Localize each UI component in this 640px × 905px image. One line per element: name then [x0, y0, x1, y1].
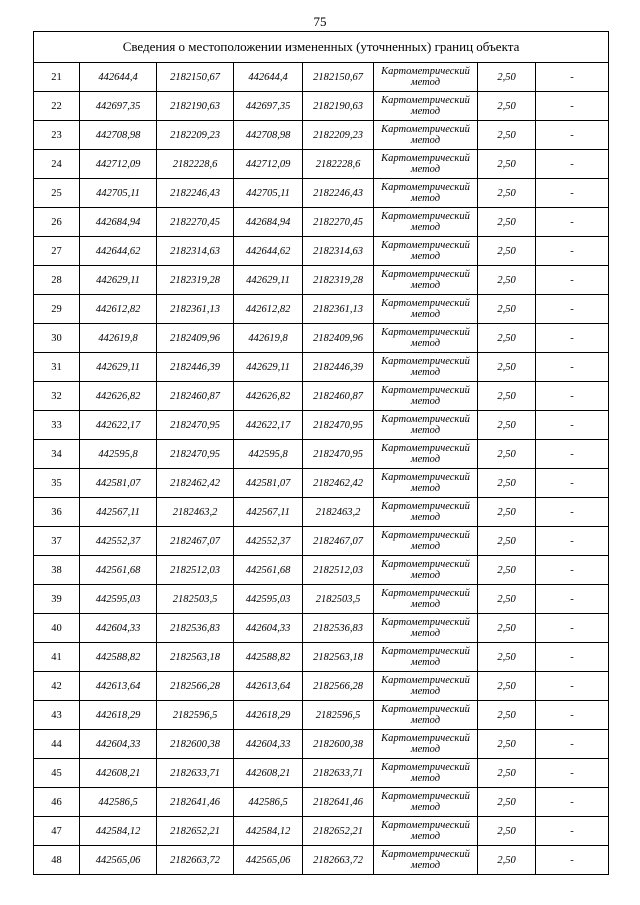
note-cell: -	[536, 730, 609, 759]
existing-x-cell: 442626,82	[80, 382, 157, 411]
table-row	[34, 179, 609, 208]
refined-y-cell: 2182536,83	[303, 614, 374, 643]
existing-y-cell: 2182566,28	[157, 672, 234, 701]
precision-cell: 2,50	[478, 208, 536, 237]
table-row	[34, 527, 609, 556]
refined-x-cell: 442588,82	[234, 643, 303, 672]
table-row	[34, 643, 609, 672]
existing-x-cell: 442612,82	[80, 295, 157, 324]
table-row	[34, 266, 609, 295]
table-row	[34, 614, 609, 643]
note-cell: -	[536, 237, 609, 266]
note-cell: -	[536, 498, 609, 527]
note-cell: -	[536, 788, 609, 817]
existing-x-cell: 442595,03	[80, 585, 157, 614]
point-number-cell: 46	[34, 788, 80, 817]
existing-y-cell: 2182463,2	[157, 498, 234, 527]
precision-cell: 2,50	[478, 411, 536, 440]
table-row	[34, 556, 609, 585]
refined-y-cell: 2182600,38	[303, 730, 374, 759]
existing-x-cell: 442595,8	[80, 440, 157, 469]
refined-x-cell: 442619,8	[234, 324, 303, 353]
note-cell: -	[536, 150, 609, 179]
precision-cell: 2,50	[478, 788, 536, 817]
existing-x-cell: 442552,37	[80, 527, 157, 556]
method-cell: Картометрический метод	[374, 353, 478, 382]
table-row	[34, 730, 609, 759]
precision-cell: 2,50	[478, 266, 536, 295]
existing-x-cell: 442567,11	[80, 498, 157, 527]
note-cell: -	[536, 469, 609, 498]
existing-y-cell: 2182319,28	[157, 266, 234, 295]
existing-x-cell: 442697,35	[80, 92, 157, 121]
refined-x-cell: 442708,98	[234, 121, 303, 150]
precision-cell: 2,50	[478, 295, 536, 324]
refined-y-cell: 2182462,42	[303, 469, 374, 498]
refined-y-cell: 2182228,6	[303, 150, 374, 179]
precision-cell: 2,50	[478, 324, 536, 353]
table-row	[34, 788, 609, 817]
note-cell: -	[536, 527, 609, 556]
method-cell: Картометрический метод	[374, 382, 478, 411]
refined-x-cell: 442697,35	[234, 92, 303, 121]
existing-x-cell: 442588,82	[80, 643, 157, 672]
refined-y-cell: 2182641,46	[303, 788, 374, 817]
precision-cell: 2,50	[478, 498, 536, 527]
method-cell: Картометрический метод	[374, 121, 478, 150]
note-cell: -	[536, 643, 609, 672]
method-cell: Картометрический метод	[374, 701, 478, 730]
refined-x-cell: 442684,94	[234, 208, 303, 237]
refined-x-cell: 442552,37	[234, 527, 303, 556]
precision-cell: 2,50	[478, 237, 536, 266]
refined-y-cell: 2182652,21	[303, 817, 374, 846]
refined-y-cell: 2182361,13	[303, 295, 374, 324]
existing-x-cell: 442622,17	[80, 411, 157, 440]
table-row	[34, 411, 609, 440]
refined-x-cell: 442561,68	[234, 556, 303, 585]
existing-x-cell: 442584,12	[80, 817, 157, 846]
existing-y-cell: 2182462,42	[157, 469, 234, 498]
table-row	[34, 817, 609, 846]
note-cell: -	[536, 817, 609, 846]
table-row	[34, 63, 609, 92]
point-number-cell: 32	[34, 382, 80, 411]
refined-x-cell: 442604,33	[234, 614, 303, 643]
method-cell: Картометрический метод	[374, 585, 478, 614]
table-row	[34, 469, 609, 498]
method-cell: Картометрический метод	[374, 672, 478, 701]
refined-y-cell: 2182470,95	[303, 411, 374, 440]
point-number-cell: 28	[34, 266, 80, 295]
precision-cell: 2,50	[478, 382, 536, 411]
refined-x-cell: 442586,5	[234, 788, 303, 817]
precision-cell: 2,50	[478, 846, 536, 875]
refined-x-cell: 442626,82	[234, 382, 303, 411]
precision-cell: 2,50	[478, 556, 536, 585]
refined-x-cell: 442595,03	[234, 585, 303, 614]
existing-x-cell: 442629,11	[80, 266, 157, 295]
existing-x-cell: 442604,33	[80, 614, 157, 643]
refined-x-cell: 442595,8	[234, 440, 303, 469]
precision-cell: 2,50	[478, 353, 536, 382]
existing-x-cell: 442712,09	[80, 150, 157, 179]
existing-x-cell: 442565,06	[80, 846, 157, 875]
refined-y-cell: 2182633,71	[303, 759, 374, 788]
refined-y-cell: 2182566,28	[303, 672, 374, 701]
point-number-cell: 45	[34, 759, 80, 788]
method-cell: Картометрический метод	[374, 614, 478, 643]
existing-y-cell: 2182150,67	[157, 63, 234, 92]
point-number-cell: 42	[34, 672, 80, 701]
existing-y-cell: 2182361,13	[157, 295, 234, 324]
refined-y-cell: 2182314,63	[303, 237, 374, 266]
method-cell: Картометрический метод	[374, 295, 478, 324]
refined-y-cell: 2182463,2	[303, 498, 374, 527]
refined-x-cell: 442705,11	[234, 179, 303, 208]
refined-x-cell: 442608,21	[234, 759, 303, 788]
existing-y-cell: 2182460,87	[157, 382, 234, 411]
point-number-cell: 43	[34, 701, 80, 730]
point-number-cell: 44	[34, 730, 80, 759]
refined-y-cell: 2182209,23	[303, 121, 374, 150]
note-cell: -	[536, 382, 609, 411]
method-cell: Картометрический метод	[374, 411, 478, 440]
existing-x-cell: 442613,64	[80, 672, 157, 701]
existing-x-cell: 442619,8	[80, 324, 157, 353]
method-cell: Картометрический метод	[374, 759, 478, 788]
existing-x-cell: 442708,98	[80, 121, 157, 150]
refined-y-cell: 2182512,03	[303, 556, 374, 585]
table-row	[34, 498, 609, 527]
point-number-cell: 36	[34, 498, 80, 527]
point-number-cell: 25	[34, 179, 80, 208]
method-cell: Картометрический метод	[374, 266, 478, 295]
table-row	[34, 382, 609, 411]
refined-y-cell: 2182150,67	[303, 63, 374, 92]
note-cell: -	[536, 179, 609, 208]
point-number-cell: 29	[34, 295, 80, 324]
table-row	[34, 353, 609, 382]
note-cell: -	[536, 846, 609, 875]
existing-y-cell: 2182596,5	[157, 701, 234, 730]
point-number-cell: 34	[34, 440, 80, 469]
note-cell: -	[536, 295, 609, 324]
point-number-cell: 37	[34, 527, 80, 556]
refined-x-cell: 442604,33	[234, 730, 303, 759]
precision-cell: 2,50	[478, 585, 536, 614]
refined-y-cell: 2182246,43	[303, 179, 374, 208]
refined-x-cell: 442618,29	[234, 701, 303, 730]
note-cell: -	[536, 411, 609, 440]
method-cell: Картометрический метод	[374, 643, 478, 672]
refined-x-cell: 442612,82	[234, 295, 303, 324]
precision-cell: 2,50	[478, 150, 536, 179]
precision-cell: 2,50	[478, 440, 536, 469]
existing-x-cell: 442608,21	[80, 759, 157, 788]
existing-x-cell: 442644,62	[80, 237, 157, 266]
method-cell: Картометрический метод	[374, 730, 478, 759]
table-row	[34, 92, 609, 121]
method-cell: Картометрический метод	[374, 527, 478, 556]
precision-cell: 2,50	[478, 63, 536, 92]
refined-y-cell: 2182663,72	[303, 846, 374, 875]
point-number-cell: 48	[34, 846, 80, 875]
precision-cell: 2,50	[478, 527, 536, 556]
method-cell: Картометрический метод	[374, 63, 478, 92]
point-number-cell: 27	[34, 237, 80, 266]
note-cell: -	[536, 353, 609, 382]
table-row	[34, 440, 609, 469]
note-cell: -	[536, 121, 609, 150]
existing-y-cell: 2182641,46	[157, 788, 234, 817]
method-cell: Картометрический метод	[374, 788, 478, 817]
point-number-cell: 24	[34, 150, 80, 179]
note-cell: -	[536, 585, 609, 614]
method-cell: Картометрический метод	[374, 817, 478, 846]
precision-cell: 2,50	[478, 701, 536, 730]
refined-x-cell: 442629,11	[234, 266, 303, 295]
existing-y-cell: 2182663,72	[157, 846, 234, 875]
point-number-cell: 23	[34, 121, 80, 150]
table-title-row	[34, 32, 609, 63]
table-row	[34, 672, 609, 701]
table-row	[34, 701, 609, 730]
refined-x-cell: 442644,62	[234, 237, 303, 266]
method-cell: Картометрический метод	[374, 469, 478, 498]
point-number-cell: 33	[34, 411, 80, 440]
method-cell: Картометрический метод	[374, 92, 478, 121]
precision-cell: 2,50	[478, 672, 536, 701]
note-cell: -	[536, 324, 609, 353]
method-cell: Картометрический метод	[374, 208, 478, 237]
existing-y-cell: 2182209,23	[157, 121, 234, 150]
coordinates-table	[33, 31, 609, 875]
existing-y-cell: 2182467,07	[157, 527, 234, 556]
table-row	[34, 237, 609, 266]
existing-y-cell: 2182633,71	[157, 759, 234, 788]
refined-y-cell: 2182503,5	[303, 585, 374, 614]
point-number-cell: 47	[34, 817, 80, 846]
existing-y-cell: 2182190,63	[157, 92, 234, 121]
table-row	[34, 759, 609, 788]
point-number-cell: 31	[34, 353, 80, 382]
existing-x-cell: 442604,33	[80, 730, 157, 759]
existing-x-cell: 442561,68	[80, 556, 157, 585]
point-number-cell: 35	[34, 469, 80, 498]
method-cell: Картометрический метод	[374, 324, 478, 353]
table-row	[34, 208, 609, 237]
precision-cell: 2,50	[478, 92, 536, 121]
existing-y-cell: 2182536,83	[157, 614, 234, 643]
precision-cell: 2,50	[478, 643, 536, 672]
refined-x-cell: 442644,4	[234, 63, 303, 92]
precision-cell: 2,50	[478, 179, 536, 208]
table-row	[34, 324, 609, 353]
precision-cell: 2,50	[478, 817, 536, 846]
table-row	[34, 295, 609, 324]
table-body	[34, 32, 609, 875]
method-cell: Картометрический метод	[374, 237, 478, 266]
refined-y-cell: 2182596,5	[303, 701, 374, 730]
refined-y-cell: 2182446,39	[303, 353, 374, 382]
precision-cell: 2,50	[478, 759, 536, 788]
existing-y-cell: 2182228,6	[157, 150, 234, 179]
existing-y-cell: 2182314,63	[157, 237, 234, 266]
refined-x-cell: 442712,09	[234, 150, 303, 179]
existing-y-cell: 2182246,43	[157, 179, 234, 208]
refined-x-cell: 442581,07	[234, 469, 303, 498]
existing-x-cell: 442586,5	[80, 788, 157, 817]
method-cell: Картометрический метод	[374, 150, 478, 179]
table-row	[34, 585, 609, 614]
table-row	[34, 150, 609, 179]
page-number: 75	[313, 14, 327, 29]
note-cell: -	[536, 63, 609, 92]
precision-cell: 2,50	[478, 121, 536, 150]
method-cell: Картометрический метод	[374, 440, 478, 469]
existing-y-cell: 2182652,21	[157, 817, 234, 846]
refined-x-cell: 442584,12	[234, 817, 303, 846]
existing-y-cell: 2182503,5	[157, 585, 234, 614]
refined-x-cell: 442567,11	[234, 498, 303, 527]
point-number-cell: 38	[34, 556, 80, 585]
note-cell: -	[536, 92, 609, 121]
table-row	[34, 846, 609, 875]
method-cell: Картометрический метод	[374, 179, 478, 208]
existing-y-cell: 2182563,18	[157, 643, 234, 672]
point-number-cell: 41	[34, 643, 80, 672]
refined-y-cell: 2182319,28	[303, 266, 374, 295]
method-cell: Картометрический метод	[374, 846, 478, 875]
existing-y-cell: 2182270,45	[157, 208, 234, 237]
note-cell: -	[536, 440, 609, 469]
existing-y-cell: 2182446,39	[157, 353, 234, 382]
note-cell: -	[536, 759, 609, 788]
point-number-cell: 26	[34, 208, 80, 237]
refined-x-cell: 442565,06	[234, 846, 303, 875]
table-title: Сведения о местоположении измененных (уточненных) границ объекта	[34, 32, 609, 63]
note-cell: -	[536, 701, 609, 730]
refined-y-cell: 2182190,63	[303, 92, 374, 121]
point-number-cell: 39	[34, 585, 80, 614]
note-cell: -	[536, 614, 609, 643]
refined-x-cell: 442613,64	[234, 672, 303, 701]
point-number-cell: 21	[34, 63, 80, 92]
refined-y-cell: 2182467,07	[303, 527, 374, 556]
existing-x-cell: 442629,11	[80, 353, 157, 382]
refined-x-cell: 442629,11	[234, 353, 303, 382]
existing-y-cell: 2182600,38	[157, 730, 234, 759]
point-number-cell: 30	[34, 324, 80, 353]
existing-y-cell: 2182470,95	[157, 411, 234, 440]
precision-cell: 2,50	[478, 614, 536, 643]
existing-x-cell: 442684,94	[80, 208, 157, 237]
refined-y-cell: 2182563,18	[303, 643, 374, 672]
precision-cell: 2,50	[478, 730, 536, 759]
existing-x-cell: 442644,4	[80, 63, 157, 92]
existing-y-cell: 2182409,96	[157, 324, 234, 353]
method-cell: Картометрический метод	[374, 556, 478, 585]
point-number-cell: 40	[34, 614, 80, 643]
existing-x-cell: 442618,29	[80, 701, 157, 730]
existing-x-cell: 442705,11	[80, 179, 157, 208]
note-cell: -	[536, 266, 609, 295]
refined-x-cell: 442622,17	[234, 411, 303, 440]
point-number-cell: 22	[34, 92, 80, 121]
refined-y-cell: 2182270,45	[303, 208, 374, 237]
existing-y-cell: 2182470,95	[157, 440, 234, 469]
note-cell: -	[536, 556, 609, 585]
table-row	[34, 121, 609, 150]
existing-x-cell: 442581,07	[80, 469, 157, 498]
existing-y-cell: 2182512,03	[157, 556, 234, 585]
note-cell: -	[536, 672, 609, 701]
refined-y-cell: 2182470,95	[303, 440, 374, 469]
refined-y-cell: 2182409,96	[303, 324, 374, 353]
precision-cell: 2,50	[478, 469, 536, 498]
note-cell: -	[536, 208, 609, 237]
method-cell: Картометрический метод	[374, 498, 478, 527]
refined-y-cell: 2182460,87	[303, 382, 374, 411]
